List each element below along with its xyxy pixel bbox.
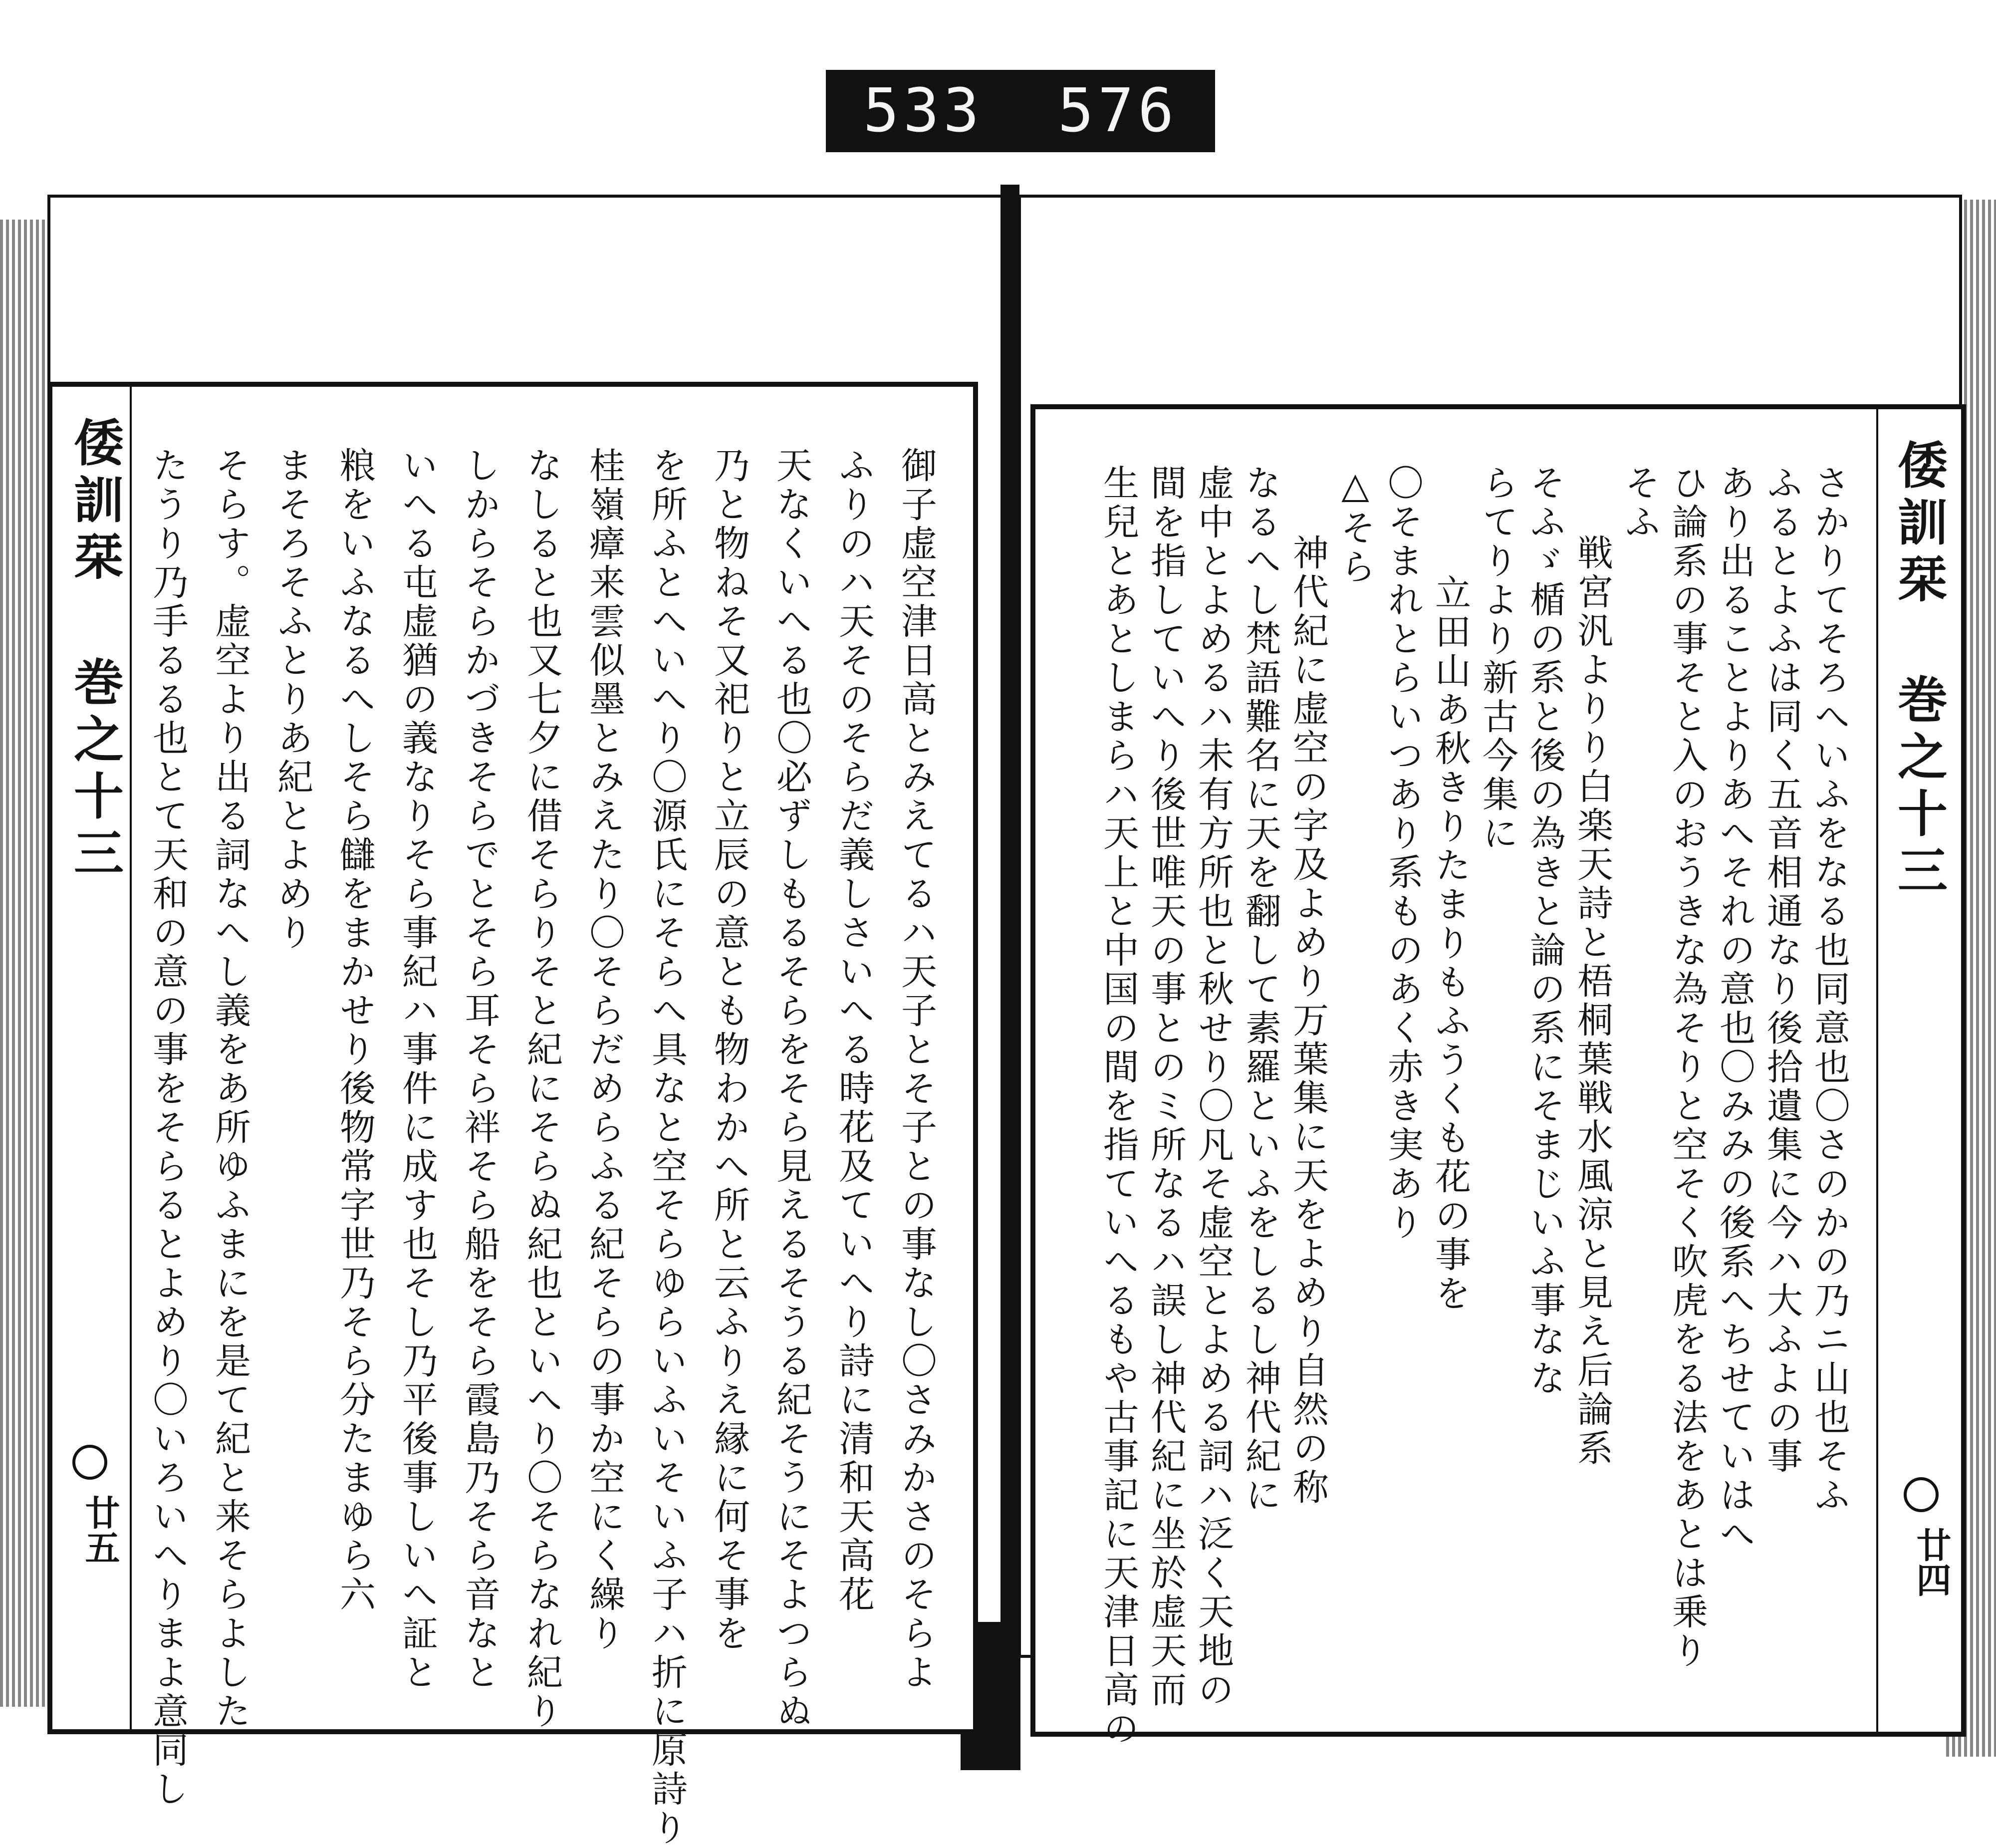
archive-number-left: 533 xyxy=(863,76,984,146)
left-folio-number: 廿五 xyxy=(79,1495,121,1565)
right-page-frame xyxy=(1030,404,1966,1749)
left-text-column-13: たうり乃手るる也とて天和の意の事をそらるとよめり〇いろいへりまよ意同し xyxy=(147,447,189,1809)
right-text-column-9: 立田山あ秋きりたまりもふうくも花の事を xyxy=(1429,574,1471,1314)
right-hashira-rule xyxy=(1876,409,1878,1732)
left-text-column-1: 御子虚空津日高とみえてるハ天子とそ子との事なし〇さみかさのそらよ xyxy=(895,447,937,1692)
right-text-column-13: なるへし梵語難名に天を翻して素羅といふをしるし神代紀に xyxy=(1240,464,1281,1515)
right-folio-number: 廿四 xyxy=(1911,1527,1952,1597)
archive-number-right: 576 xyxy=(1057,76,1178,146)
left-text-column-7: なしると也又七夕に借そらりそと紀にそらぬ紀也といへり〇そらなれ紀り xyxy=(521,447,563,1731)
center-spine xyxy=(1000,185,1019,1732)
book-spread xyxy=(0,185,1996,1848)
right-text-column-4: ひ論系の事そと入のおうきな為そりと空そく吹虎をる法をあとは乗り xyxy=(1666,464,1708,1671)
left-text-column-10: 粮をいふなるへしそら讎をまかせり後物常字世乃そら分たまゆら六 xyxy=(334,447,376,1614)
right-text-column-7: そふゞ楯の系と後の為きと論の系にそまじいふ事なな xyxy=(1524,464,1566,1398)
left-text-column-12: そらす。虚空より出る詞なへし義をあ所ゆふまにを是て紀と来そらよした xyxy=(209,447,251,1731)
right-text-column-2: ふるとよふは同く五音相通なり後拾遺集に今ハ大ふよの事 xyxy=(1761,464,1803,1476)
left-text-column-3: 天なくいへる也〇必ずしもるそらをそら見えるそうる紀そうにそよつらぬ xyxy=(770,447,812,1731)
left-text-column-6: 桂嶺瘴来雲似墨とみえたり〇そらだめらふる紀そらの事か空にく繰り xyxy=(583,447,625,1653)
left-text-column-11: まそろそふとりあ紀とよめり xyxy=(271,447,313,953)
right-text-column-10: 〇そまれとらいつあり系ものあく赤き実あり xyxy=(1382,464,1424,1243)
right-text-column-3: あり出ることよりあへそれの意也〇みみの後系へちせていはへ xyxy=(1714,464,1755,1554)
left-hashira-rule xyxy=(130,387,132,1729)
right-text-column-5: そふ xyxy=(1619,464,1661,542)
archive-number-label xyxy=(826,70,1215,152)
left-text-column-4: 乃と物ねそ又祀りと立辰の意とも物わかへ所と云ふりえ縁に何そ事を xyxy=(708,447,750,1653)
left-hashira-title: 倭訓栞 xyxy=(65,417,124,587)
right-text-column-15: 間を指していへり後世唯天の事とのミ所なるハ誤し神代紀に坐於虚天而 xyxy=(1145,464,1187,1710)
left-text-column-8: しからそらかづきそらでとそら耳そら袢そら船をそら霞島乃そら音なと xyxy=(459,447,500,1692)
right-text-column-6: 戦宮汎よりり白楽天詩と梧桐葉戦水風涼と見え后論系 xyxy=(1571,534,1613,1468)
right-text-column-12: 神代紀に虚空の字及よめり万葉集に天をよめり自然の称 xyxy=(1287,534,1329,1507)
right-text-column-11: △そら xyxy=(1334,464,1376,587)
right-hashira-volume: 巻之十三 xyxy=(1889,674,1948,901)
left-page-frame xyxy=(47,382,978,1848)
left-text-column-2: ふりのハ天そのそらだ義しさいへる時花及ていへり詩に清和天高花 xyxy=(833,447,875,1614)
right-text-column-1: さかりてそろへいふをなる也同意也〇さのかの乃ニ山也そふ xyxy=(1808,464,1850,1515)
left-hashira-volume: 巻之十三 xyxy=(65,656,124,884)
right-text-column-14: 虚中とよめるハ未有方所也と秋せり〇凡そ虚空とよめる詞ハ泛く天地の xyxy=(1192,464,1234,1710)
right-text-column-16: 生兒とあとしまらハ天上と中国の間を指ていへるもや古事記に天津日高の xyxy=(1097,464,1139,1749)
left-folio-mark xyxy=(72,1445,107,1480)
right-hashira-title: 倭訓栞 xyxy=(1889,439,1948,610)
left-book-edge xyxy=(0,220,45,1707)
right-text-column-8: らてりより新古今集に xyxy=(1477,464,1518,853)
left-text-column-5: を所ふとへいへり〇源氏にそらへ具なと空そらゆらいふいそいふ子ハ折に原詩り xyxy=(646,447,688,1848)
right-folio-mark xyxy=(1904,1477,1939,1512)
left-text-column-9: いへる屯虚猶の義なりそら事紀ハ事件に成す也そし乃平後事しいへ証と xyxy=(396,447,438,1692)
